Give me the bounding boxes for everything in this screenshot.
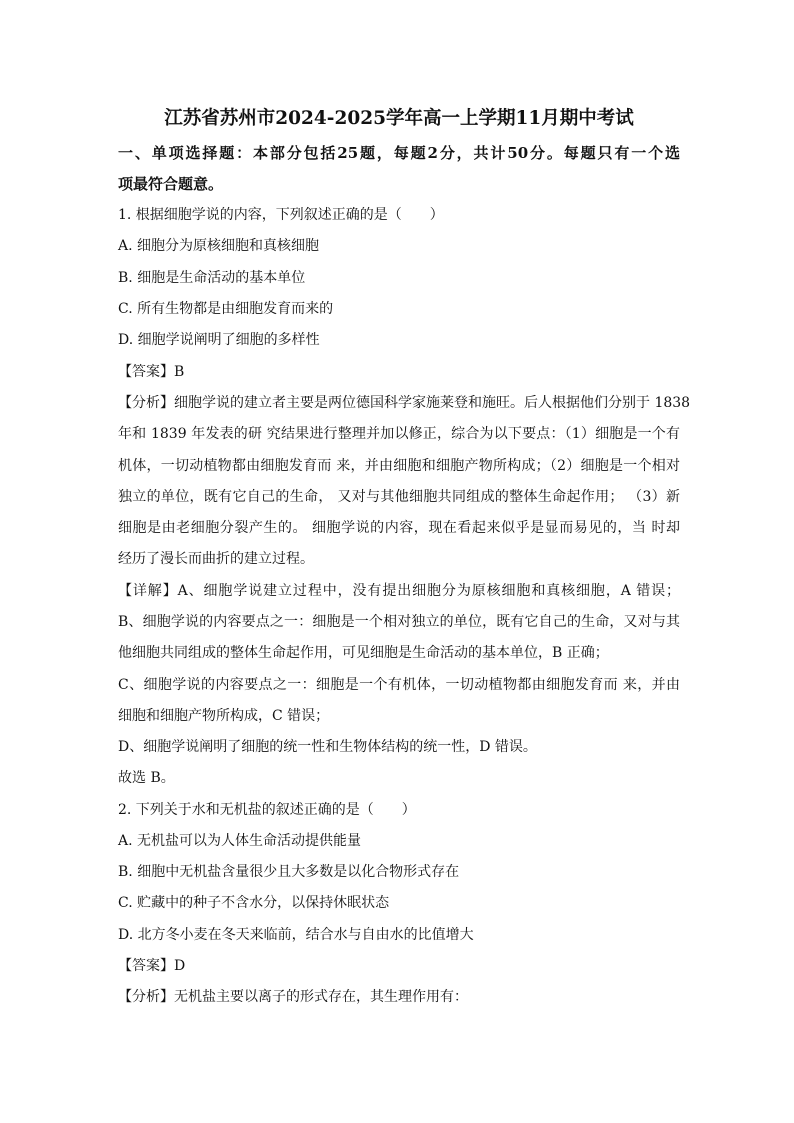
question-1-option-d: D. 细胞学说阐明了细胞的多样性: [118, 332, 320, 348]
question-1-detail-line: B、细胞学说的内容要点之一：细胞是一个相对独立的单位，既有它自己的生命，又对与其: [118, 614, 680, 630]
page-title: 江苏省苏州市2024-2025学年高一上学期11月期中考试: [164, 108, 634, 129]
question-1-analysis-line: 机体，一切动植物都由细胞发育而 来，并由细胞和细胞产物所构成；（2）细胞是一个相对: [118, 458, 680, 474]
section-heading-line-1: 一、单项选择题：本部分包括25题，每题2分，共计50分。每题只有一个选: [118, 144, 680, 162]
question-2-option-d: D. 北方冬小麦在冬天来临前，结合水与自由水的比值增大: [118, 927, 474, 943]
question-1-option-b: B. 细胞是生命活动的基本单位: [118, 270, 306, 286]
question-1-conclusion: 故选 B。: [118, 770, 175, 786]
question-1-analysis-line: 经历了漫长而曲折的建立过程。: [118, 551, 314, 567]
question-1-analysis-line: 【分析】细胞学说的建立者主要是两位德国科学家施莱登和施旺。后人根据他们分别于 1838: [118, 395, 691, 411]
question-1-answer: 【答案】B: [118, 364, 185, 380]
question-2-answer: 【答案】D: [118, 958, 186, 974]
section-heading-line-2: 项最符合题意。: [118, 175, 224, 193]
question-2-option-c: C. 贮藏中的种子不含水分，以保持休眠状态: [118, 895, 390, 911]
question-2-option-b: B. 细胞中无机盐含量很少且大多数是以化合物形式存在: [118, 864, 460, 880]
question-1-detail-line: 【详解】A、细胞学说建立过程中，没有提出细胞分为原核细胞和真核细胞，A 错误；: [118, 583, 680, 599]
question-2-option-a: A. 无机盐可以为人体生命活动提供能量: [118, 833, 362, 849]
question-2-analysis-line: 【分析】无机盐主要以离子的形式存在，其生理作用有：: [118, 989, 468, 1005]
question-1-option-a: A. 细胞分为原核细胞和真核细胞: [118, 238, 320, 254]
question-1-stem: 1. 根据细胞学说的内容，下列叙述正确的是（ ）: [118, 207, 444, 223]
question-1-detail-line: C、细胞学说的内容要点之一：细胞是一个有机体，一切动植物都由细胞发育而 来，并由: [118, 677, 680, 693]
question-1-analysis-line: 细胞是由老细胞分裂产生的。 细胞学说的内容，现在看起来似乎是显而易见的，当 时却: [118, 520, 680, 536]
question-1-detail-line: 他细胞共同组成的整体生命起作用，可见细胞是生命活动的基本单位，B 正确；: [118, 645, 609, 661]
question-1-analysis-line: 年和 1839 年发表的研 究结果进行整理并加以修正，综合为以下要点：（1）细胞是一个有: [118, 426, 680, 442]
question-1-detail-line: 细胞和细胞产物所构成，C 错误；: [118, 708, 330, 724]
question-1-detail-line: D、细胞学说阐明了细胞的统一性和生物体结构的统一性，D 错误。: [118, 739, 537, 755]
question-1-option-c: C. 所有生物都是由细胞发育而来的: [118, 301, 334, 317]
question-1-analysis-line: 独立的单位，既有它自己的生命， 又对与其他细胞共同组成的整体生命起作用； （3）新: [118, 489, 680, 505]
question-2-stem: 2. 下列关于水和无机盐的叙述正确的是（ ）: [118, 802, 416, 818]
